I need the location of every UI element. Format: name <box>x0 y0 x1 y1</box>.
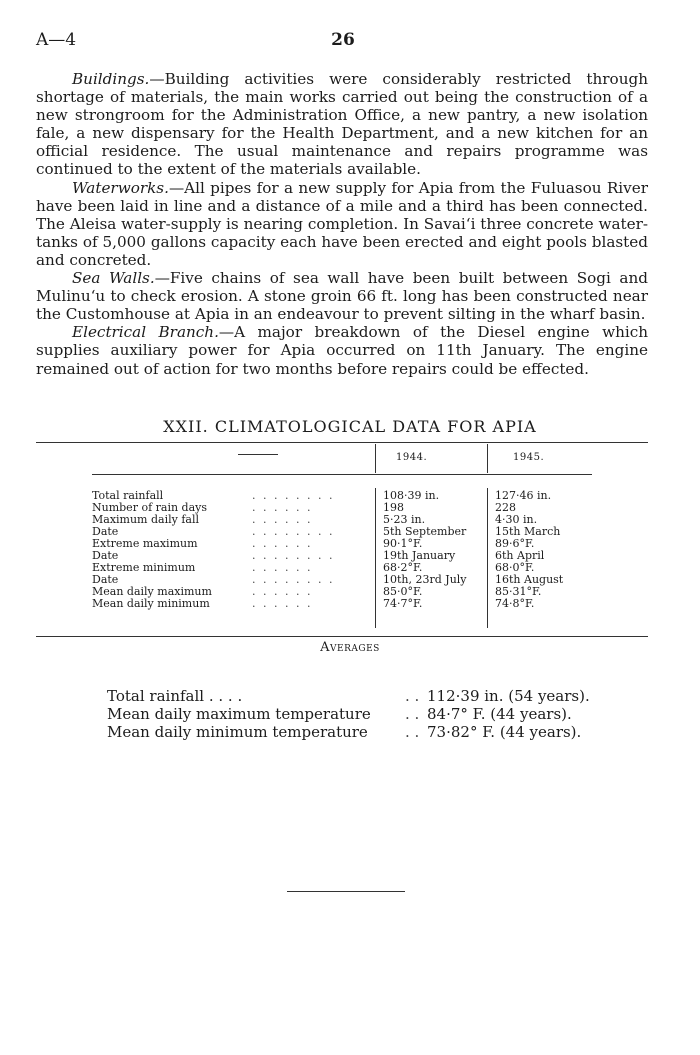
averages-row <box>107 687 627 705</box>
value-1945: 74·8°F. <box>495 597 535 610</box>
value-1945: 89·6°F. <box>495 537 535 550</box>
leader-dots: . . . . . . <box>252 597 313 610</box>
averages-label: Total rainfall . . . . <box>107 687 243 705</box>
value-1945: 85·31°F. <box>495 585 542 598</box>
averages-row <box>107 705 627 723</box>
column-header-1944: 1944. <box>396 452 428 463</box>
averages-title <box>0 640 700 655</box>
body-text <box>36 70 648 378</box>
averages-label: Mean daily maximum temperature <box>107 705 371 723</box>
averages-value: 84·7° F. (44 years). <box>427 705 572 723</box>
row-label: Total rainfall <box>92 489 164 502</box>
leader-dots: . . . . . . . . <box>252 573 335 586</box>
value-1945: 68·0°F. <box>495 561 535 574</box>
document-reference: A—4 <box>36 30 77 50</box>
row-label: Date <box>92 573 119 586</box>
table-top-rule <box>36 442 648 443</box>
row-label: Maximum daily fall <box>92 513 199 526</box>
value-1945: 16th August <box>495 573 564 586</box>
paragraph-heading: Buildings. <box>72 70 150 88</box>
paragraph-text: —All pipes for a new supply for Apia from the Fuluasou River have been laid in line and a distance of a mile and a third has been connected. The Aleisa water-supply is nearing completion. In Savai‘i three concrete water-tanks of 5,000 gallons capacity each have been erected and eight pools blasted and concreted. <box>36 178 648 269</box>
value-1945: 228 <box>495 501 516 514</box>
paragraph-text: —A major breakdown of the Diesel engine which supplies auxiliary power for Apia occurred on 11th January. The engine remained out of action for two months before repairs could be effected. <box>36 323 648 378</box>
paragraph-heading: Waterworks. <box>72 178 169 197</box>
leader-dots: . . . . . . <box>252 537 313 550</box>
leader-dots: . . . . . . . . <box>252 525 335 538</box>
row-label: Mean daily minimum <box>92 597 210 610</box>
paragraph-buildings <box>36 70 648 179</box>
climate-table <box>92 490 612 610</box>
row-label: Extreme minimum <box>92 561 196 574</box>
leader-dots: . . . . . . . . <box>252 549 335 562</box>
leader-dots: . . <box>405 705 420 723</box>
value-1944: 85·0°F. <box>383 585 423 598</box>
leader-dots: . . . . . . <box>252 501 313 514</box>
paragraph-heading: Electrical Branch. <box>72 323 219 342</box>
running-head <box>36 30 650 52</box>
value-1944: 198 <box>383 501 404 514</box>
paragraph-sea-walls <box>36 269 648 323</box>
averages-value: 112·39 in. (54 years). <box>427 687 590 705</box>
leader-dots: . . <box>405 687 420 705</box>
header-column-divider <box>487 444 488 473</box>
leader-dots: . . . . . . <box>252 513 313 526</box>
paragraph-text: —Building activities were considerably restricted through shortage of materials, the main works carried out being the construction of a new strongroom for the Administration Office, a new pantry, a new isolation fale, a new dispensary for the Health Department, and a new kitchen for an official residence. The usual maintenance and repairs programme was continued to the extent of the materials available. <box>36 70 648 179</box>
averages-list <box>107 687 627 741</box>
value-1944: 108·39 in. <box>383 489 440 502</box>
averages-value: 73·82° F. (44 years). <box>427 723 582 741</box>
paragraph-waterworks <box>36 179 648 269</box>
value-1944: 19th January <box>383 549 456 562</box>
leader-dots: . . <box>405 723 420 741</box>
value-1944: 5·23 in. <box>383 513 426 526</box>
page-number: 26 <box>331 30 355 50</box>
table-bottom-rule <box>36 636 648 637</box>
row-label: Mean daily maximum <box>92 585 212 598</box>
row-label: Number of rain days <box>92 501 208 514</box>
value-1944: 68·2°F. <box>383 561 423 574</box>
row-label: Extreme maximum <box>92 537 198 550</box>
column-header-dash <box>238 454 278 455</box>
value-1945: 127·46 in. <box>495 489 552 502</box>
averages-title-text: Averages <box>320 640 380 655</box>
paragraph-text: —Five chains of sea wall have been built between Sogi and Mulinu‘u to check erosion. A stone groin 66 ft. long has been constructed near the Customhouse at Apia in an endeavour to prevent silting in the wharf basin. <box>36 269 648 324</box>
value-1945: 4·30 in. <box>495 513 538 526</box>
value-1944: 10th, 23rd July <box>383 573 467 586</box>
row-label: Date <box>92 525 119 538</box>
leader-dots: . . . . . . <box>252 561 313 574</box>
table-row <box>92 598 612 610</box>
header-column-divider <box>375 444 376 473</box>
paragraph-heading: Sea Walls. <box>72 269 155 288</box>
value-1944: 5th September <box>383 525 467 538</box>
averages-label: Mean daily minimum temperature <box>107 723 368 741</box>
value-1945: 6th April <box>495 549 545 562</box>
value-1944: 74·7°F. <box>383 597 423 610</box>
row-label: Date <box>92 549 119 562</box>
value-1944: 90·1°F. <box>383 537 423 550</box>
leader-dots: . . . . . . . . <box>252 489 335 502</box>
averages-row <box>107 723 627 741</box>
paragraph-electrical-branch <box>36 323 648 377</box>
column-header-1945: 1945. <box>513 452 545 463</box>
header-bottom-rule <box>92 474 592 475</box>
closing-rule <box>287 891 405 892</box>
leader-dots: . . . . . . <box>252 585 313 598</box>
value-1945: 15th March <box>495 525 561 538</box>
section-title: XXII. CLIMATOLOGICAL DATA FOR APIA <box>163 417 537 436</box>
